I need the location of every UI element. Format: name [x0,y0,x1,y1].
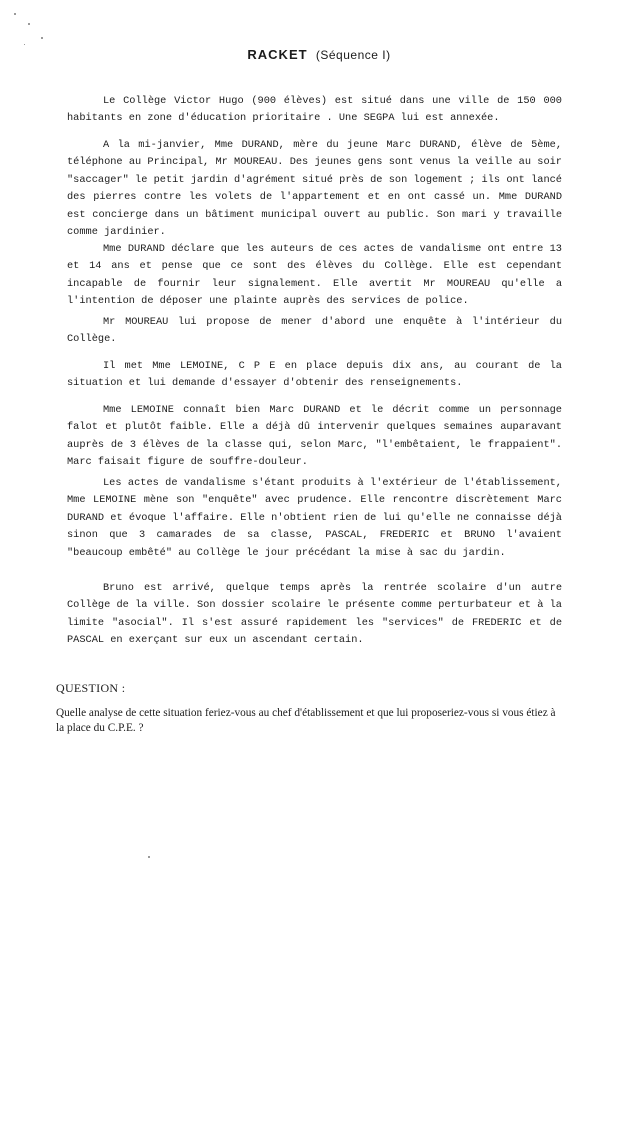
paragraph-1-text: Le Collège Victor Hugo (900 élèves) est situé dans une ville de 150 000 habitants en zone d'éducation prioritaire . Une SEGPA lui est annexée. [67,95,562,125]
paragraph-2-text: A la mi-janvier, Mme DURAND, mère du jeune Marc DURAND, élève de 5ème, téléphone au Principal, Mr MOUREAU. Des jeunes gens sont venus la veille au soir "saccager" le petit jardin d'agrément situé près de son logement ; ils ont lancé des pierres contre les volets de l'appartement et en ont cassé un. Mme DURAND est concierge dans un bâtiment municipal ouvert au public. Son mari y travaille comme jardinier. [67,139,562,239]
paragraph-3 [67,241,562,311]
paragraph-3-text: Mme DURAND déclare que les auteurs de ces actes de vandalisme ont entre 13 et 14 ans et pense que ce sont des élèves du Collège. Elle est cependant incapable de fournir leur signalement. Elle avertit Mr MOUREAU qu'elle a l'intention de déposer une plainte auprès des services de police. [67,243,562,308]
paragraph-7-text: Les actes de vandalisme s'étant produits à l'extérieur de l'établissement, Mme LEMOINE mène son "enquête" avec prudence. Elle rencontre discrètement Marc DURAND et évoque l'affaire. Elle n'obtient rien de lui qu'elle ne connaisse déjà sinon que 3 camarades de sa classe, PASCAL, FREDERIC et BRUNO l'avaient "beaucoup embêté" au Collège le jour précédant la mise à sac du jardin. [67,477,562,559]
paragraph-2 [67,137,562,241]
paragraph-8 [67,580,562,650]
paragraph-6 [67,402,562,472]
paragraph-6-text: Mme LEMOINE connaît bien Marc DURAND et le décrit comme un personnage falot et plutôt faible. Elle a déjà dû intervenir quelques semaines auparavant auprès de 3 élèves de la classe qui, selon Marc, "l'embêtaient, le frappaient". Marc faisait figure de souffre-douleur. [67,404,562,469]
question-label: QUESTION : [56,681,126,695]
question-text: Quelle analyse de cette situation feriez-vous au chef d'établissement et que lui proposeriez-vous si vous étiez à la place du C.P.E. ? [56,707,556,734]
paragraph-8-text: Bruno est arrivé, quelque temps après la rentrée scolaire d'un autre Collège de la ville. Son dossier scolaire le présente comme perturbateur et à la limite "asocial". Il s'est assuré rapidement les "services" de FREDERIC et de PASCAL en exerçant sur eux un ascendant certain. [67,582,562,647]
scan-speck [24,44,25,45]
paragraph-5 [67,358,562,393]
scan-speck [41,37,43,39]
paragraph-1 [67,93,562,128]
paragraph-4 [67,314,562,349]
paragraph-4-text: Mr MOUREAU lui propose de mener d'abord une enquête à l'intérieur du Collège. [67,316,562,346]
scan-speck [14,13,16,15]
scan-speck [28,23,30,25]
paragraph-7 [67,475,562,562]
title-word: RACKET [247,47,308,62]
paragraph-5-text: Il met Mme LEMOINE, C P E en place depuis dix ans, au courant de la situation et lui demande d'essayer d'obtenir des renseignements. [67,360,562,390]
document-title [0,47,638,63]
title-sequence: (Séquence I) [315,48,391,62]
scan-speck [148,856,150,858]
